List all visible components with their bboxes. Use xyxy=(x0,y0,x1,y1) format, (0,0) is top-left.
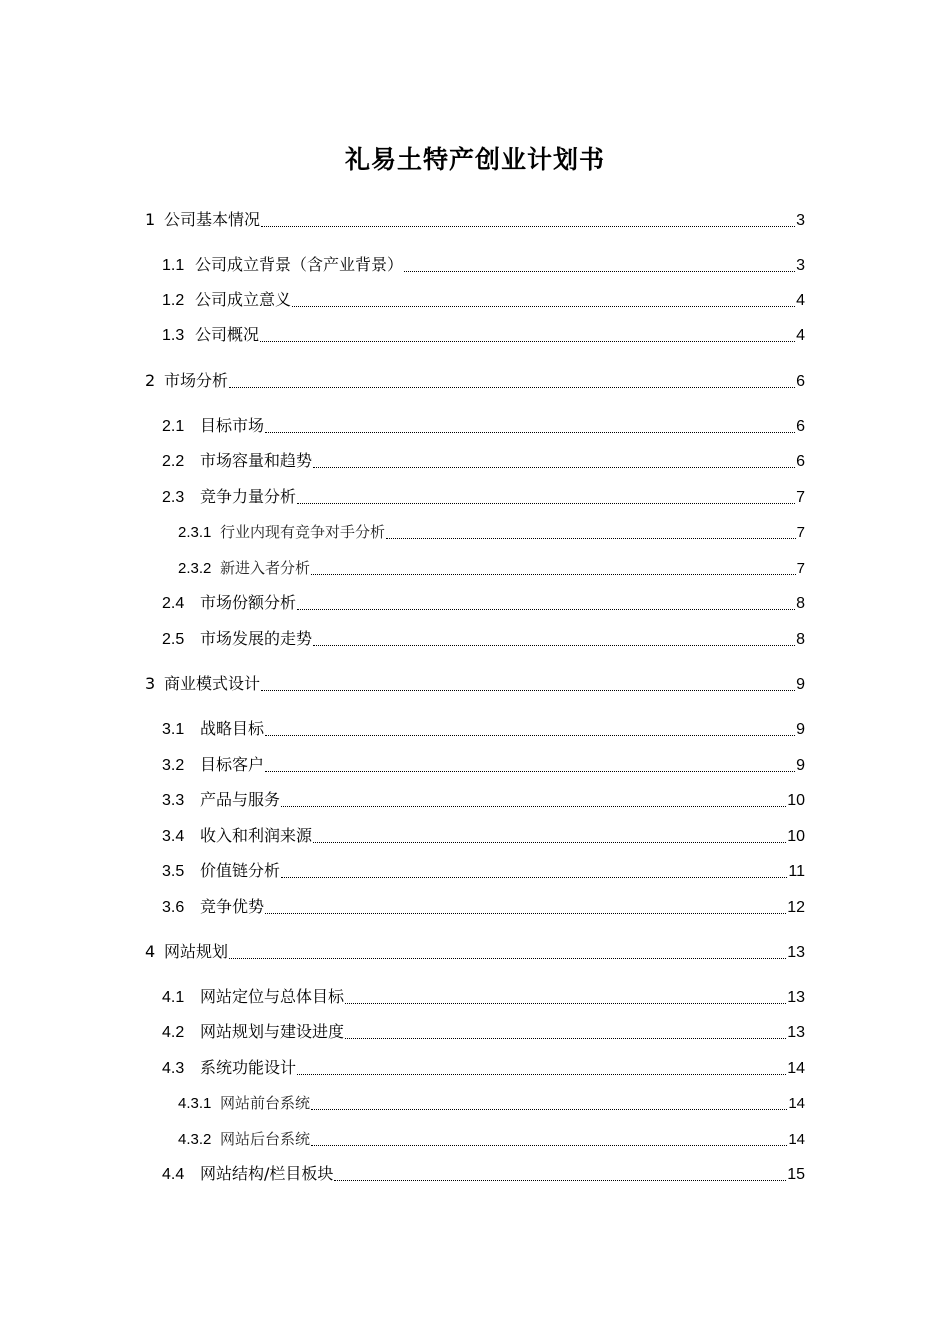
toc-entry-label: 新进入者分析 xyxy=(220,559,311,577)
toc-entry[interactable] xyxy=(145,941,805,964)
toc-entry-label: 产品与服务 xyxy=(200,790,281,809)
toc-entry-label: 网站规划与建设进度 xyxy=(200,1022,345,1041)
toc-entry[interactable] xyxy=(162,754,805,777)
toc-entry[interactable] xyxy=(162,1021,805,1044)
toc-leader-dots xyxy=(334,1179,786,1181)
toc-entry-page: 6 xyxy=(796,453,805,470)
toc-entry-number: 3.3 xyxy=(162,792,185,809)
toc-entry-label: 目标市场 xyxy=(200,416,265,435)
toc-entry-label: 网站规划 xyxy=(164,942,229,961)
toc-entry[interactable] xyxy=(162,628,805,651)
toc-leader-dots xyxy=(260,340,795,342)
toc-entry-label: 网站前台系统 xyxy=(220,1094,311,1112)
toc-leader-dots xyxy=(265,431,795,433)
toc-entry-number: 4.3 xyxy=(162,1060,185,1077)
toc-entry-page: 3 xyxy=(796,212,805,229)
toc-leader-dots xyxy=(261,225,795,227)
toc-leader-dots xyxy=(265,912,786,914)
toc-entry-number: 4.1 xyxy=(162,989,185,1006)
toc-entry-number: 3 xyxy=(145,674,156,693)
toc-entry-page: 11 xyxy=(788,863,805,880)
toc-entry[interactable] xyxy=(162,486,805,509)
toc-entry-page: 6 xyxy=(796,418,805,435)
toc-entry-number: 2.2 xyxy=(162,453,185,470)
toc-entry-page: 9 xyxy=(796,721,805,738)
toc-entry-page: 4 xyxy=(796,327,805,344)
toc-entry-label: 市场容量和趋势 xyxy=(200,451,313,470)
toc-entry-page: 4 xyxy=(796,292,805,309)
toc-leader-dots xyxy=(345,1002,786,1004)
toc-entry-label: 竞争力量分析 xyxy=(200,487,297,506)
toc-entry-page: 8 xyxy=(796,595,805,612)
toc-entry-number: 2.4 xyxy=(162,595,185,612)
toc-entry-page: 15 xyxy=(787,1166,805,1183)
toc-entry-page: 9 xyxy=(796,757,805,774)
toc-entry[interactable] xyxy=(145,370,805,393)
toc-entry-number: 3.1 xyxy=(162,721,185,738)
toc-entry-page: 8 xyxy=(796,631,805,648)
toc-entry-number: 2.3 xyxy=(162,489,185,506)
toc-entry-number: 3.5 xyxy=(162,863,185,880)
toc-entry-number: 1.1 xyxy=(162,257,185,274)
toc-entry-label: 公司基本情况 xyxy=(164,210,261,229)
toc-leader-dots xyxy=(313,644,795,646)
toc-entry-number: 2.1 xyxy=(162,418,185,435)
toc-entry[interactable] xyxy=(162,1057,805,1080)
toc-entry-page: 10 xyxy=(787,792,805,809)
toc-entry-label: 商业模式设计 xyxy=(164,674,261,693)
toc-entry-number: 4.3.1 xyxy=(178,1095,212,1112)
toc-entry-page: 3 xyxy=(796,257,805,274)
toc-entry-number: 4 xyxy=(145,942,156,961)
toc-leader-dots xyxy=(313,841,786,843)
toc-entry-page: 7 xyxy=(796,489,805,506)
toc-entry-label: 系统功能设计 xyxy=(200,1058,297,1077)
toc-entry-number: 2.3.2 xyxy=(178,560,212,577)
toc-entry-label: 目标客户 xyxy=(200,755,265,774)
toc-entry[interactable] xyxy=(162,718,805,741)
toc-entry-number: 4.4 xyxy=(162,1166,185,1183)
toc-entry-number: 3.6 xyxy=(162,899,185,916)
toc-leader-dots xyxy=(311,1144,787,1146)
toc-entry-label: 市场发展的走势 xyxy=(200,629,313,648)
toc-entry-page: 7 xyxy=(796,524,805,541)
toc-leader-dots xyxy=(297,1073,786,1075)
toc-leader-dots xyxy=(265,770,795,772)
toc-entry-label: 战略目标 xyxy=(200,719,265,738)
toc-leader-dots xyxy=(229,957,786,959)
toc-entry-page: 13 xyxy=(787,944,805,961)
toc-leader-dots xyxy=(404,270,795,272)
toc-entry-page: 14 xyxy=(788,1131,805,1148)
toc-entry-number: 1.2 xyxy=(162,292,185,309)
toc-entry[interactable] xyxy=(178,521,805,544)
toc-entry[interactable] xyxy=(162,415,805,438)
toc-entry-label: 市场分析 xyxy=(164,371,229,390)
toc-entry-number: 2 xyxy=(145,371,156,390)
toc-entry-label: 价值链分析 xyxy=(200,861,281,880)
toc-entry[interactable] xyxy=(162,1163,805,1186)
toc-leader-dots xyxy=(229,386,795,388)
toc-entry-label: 公司成立意义 xyxy=(195,290,292,309)
toc-entry[interactable] xyxy=(162,450,805,473)
toc-leader-dots xyxy=(261,689,795,691)
toc-entry[interactable] xyxy=(162,254,805,277)
toc-leader-dots xyxy=(297,502,795,504)
toc-entry-page: 13 xyxy=(787,989,805,1006)
toc-entry[interactable] xyxy=(162,896,805,919)
toc-leader-dots xyxy=(313,466,795,468)
toc-entry[interactable] xyxy=(162,789,805,812)
toc-leader-dots xyxy=(265,734,795,736)
toc-entry-number: 1.3 xyxy=(162,327,185,344)
toc-entry-label: 行业内现有竞争对手分析 xyxy=(220,523,386,541)
toc-entry-page: 6 xyxy=(796,373,805,390)
toc-entry[interactable] xyxy=(178,557,805,580)
toc-entry-page: 14 xyxy=(787,1060,805,1077)
toc-leader-dots xyxy=(311,1108,787,1110)
toc-entry-number: 2.5 xyxy=(162,631,185,648)
toc-entry[interactable] xyxy=(162,592,805,615)
toc-entry-number: 1 xyxy=(145,210,156,229)
toc-entry[interactable] xyxy=(162,825,805,848)
toc-entry-page: 12 xyxy=(787,899,805,916)
toc-entry-page: 10 xyxy=(787,828,805,845)
toc-leader-dots xyxy=(386,537,796,539)
toc-entry[interactable] xyxy=(145,209,805,232)
toc-entry[interactable] xyxy=(162,324,805,347)
toc-entry-number: 3.2 xyxy=(162,757,185,774)
toc-entry-number: 3.4 xyxy=(162,828,185,845)
toc-entry-number: 4.2 xyxy=(162,1024,185,1041)
document-title: 礼易土特产创业计划书 xyxy=(344,145,605,174)
toc-entry-label: 公司概况 xyxy=(195,325,260,344)
toc-entry-number: 4.3.2 xyxy=(178,1131,212,1148)
toc-entry-number: 2.3.1 xyxy=(178,524,212,541)
toc-leader-dots xyxy=(281,876,787,878)
toc-entry-label: 公司成立背景（含产业背景） xyxy=(195,255,404,274)
toc-entry-label: 市场份额分析 xyxy=(200,593,297,612)
toc-leader-dots xyxy=(297,608,795,610)
toc-entry-page: 7 xyxy=(796,560,805,577)
toc-leader-dots xyxy=(292,305,795,307)
toc-entry-page: 14 xyxy=(788,1095,805,1112)
toc-entry-page: 13 xyxy=(787,1024,805,1041)
toc-entry[interactable] xyxy=(145,673,805,696)
toc-entry-label: 收入和利润来源 xyxy=(200,826,313,845)
toc-entry-label: 网站结构/栏目板块 xyxy=(200,1164,334,1183)
toc-leader-dots xyxy=(345,1037,786,1039)
toc-entry[interactable] xyxy=(178,1092,805,1115)
toc-entry[interactable] xyxy=(162,860,805,883)
toc-entry[interactable] xyxy=(178,1128,805,1151)
toc-entry[interactable] xyxy=(162,289,805,312)
toc-entry-label: 网站定位与总体目标 xyxy=(200,987,345,1006)
toc-entry-label: 竞争优势 xyxy=(200,897,265,916)
toc-entry[interactable] xyxy=(162,986,805,1009)
toc-entry-page: 9 xyxy=(796,676,805,693)
toc-leader-dots xyxy=(281,805,786,807)
toc-entry-label: 网站后台系统 xyxy=(220,1130,311,1148)
toc-leader-dots xyxy=(311,573,796,575)
